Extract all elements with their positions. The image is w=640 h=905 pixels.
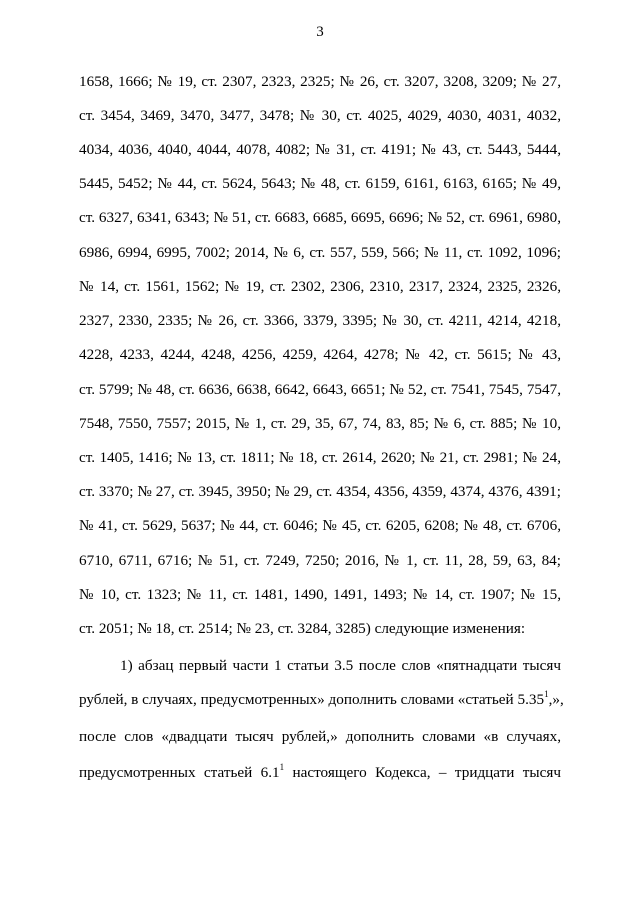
page-number: 3 bbox=[316, 24, 324, 40]
text-line: 4034, 4036, 4040, 4044, 4078, 4082; № 31, ст. 4191; № 43, ст. 5443, 5444, bbox=[79, 141, 561, 158]
text-line: ст. 1405, 1416; № 13, ст. 1811; № 18, ст. 2614, 2620; № 21, ст. 2981; № 24, bbox=[79, 449, 561, 466]
text-line: ст. 3454, 3469, 3470, 3477, 3478; № 30, ст. 4025, 4029, 4030, 4031, 4032, bbox=[79, 107, 561, 124]
text-line: 7548, 7550, 7557; 2015, № 1, ст. 29, 35, 67, 74, 83, 85; № 6, ст. 885; № 10, bbox=[79, 415, 561, 432]
item1-line: после слов «двадцати тысяч рублей,» дополнить словами «в случаях, bbox=[79, 728, 561, 745]
item1-line: 1) абзац первый части 1 статьи 3.5 после слов «пятнадцати тысяч bbox=[120, 657, 561, 674]
text-line: 5445, 5452; № 44, ст. 5624, 5643; № 48, ст. 6159, 6161, 6163, 6165; № 49, bbox=[79, 175, 561, 192]
superscript: 1 bbox=[279, 762, 285, 772]
item1-text: предусмотренных статьей 6.1 bbox=[79, 764, 280, 781]
text-line: 1658, 1666; № 19, ст. 2307, 2323, 2325; № 26, ст. 3207, 3208, 3209; № 27, bbox=[79, 73, 561, 90]
item1-line bbox=[79, 763, 561, 783]
text-line: 2327, 2330, 2335; № 26, ст. 3366, 3379, 3395; № 30, ст. 4211, 4214, 4218, bbox=[79, 312, 561, 329]
text-line: № 14, ст. 1561, 1562; № 19, ст. 2302, 2306, 2310, 2317, 2324, 2325, 2326, bbox=[79, 278, 561, 295]
text-line: № 41, ст. 5629, 5637; № 44, ст. 6046; № 45, ст. 6205, 6208; № 48, ст. 6706, bbox=[79, 517, 561, 534]
text-line: ст. 5799; № 48, ст. 6636, 6638, 6642, 6643, 6651; № 52, ст. 7541, 7545, 7547, bbox=[79, 381, 561, 398]
text-line: 6986, 6994, 6995, 7002; 2014, № 6, ст. 557, 559, 566; № 11, ст. 1092, 1096; bbox=[79, 244, 561, 261]
item1-line bbox=[79, 689, 564, 710]
text-line: ст. 6327, 6341, 6343; № 51, ст. 6683, 6685, 6695, 6696; № 52, ст. 6961, 6980, bbox=[79, 209, 561, 226]
item1-text: ,», bbox=[548, 691, 564, 708]
superscript: 1 bbox=[544, 689, 549, 699]
item1-text: настоящего Кодекса, – тридцати тысяч bbox=[284, 764, 561, 781]
item1-text: рублей, в случаях, предусмотренных» дополнить словами «статьей 5.35 bbox=[79, 691, 545, 708]
text-line: ст. 2051; № 18, ст. 2514; № 23, ст. 3284, 3285) следующие изменения: bbox=[79, 620, 526, 637]
text-line: № 10, ст. 1323; № 11, ст. 1481, 1490, 1491, 1493; № 14, ст. 1907; № 15, bbox=[79, 586, 561, 603]
text-line: 4228, 4233, 4244, 4248, 4256, 4259, 4264, 4278; № 42, ст. 5615; № 43, bbox=[79, 346, 561, 363]
text-line: ст. 3370; № 27, ст. 3945, 3950; № 29, ст. 4354, 4356, 4359, 4374, 4376, 4391; bbox=[79, 483, 561, 500]
text-line: 6710, 6711, 6716; № 51, ст. 7249, 7250; 2016, № 1, ст. 11, 28, 59, 63, 84; bbox=[79, 552, 561, 569]
